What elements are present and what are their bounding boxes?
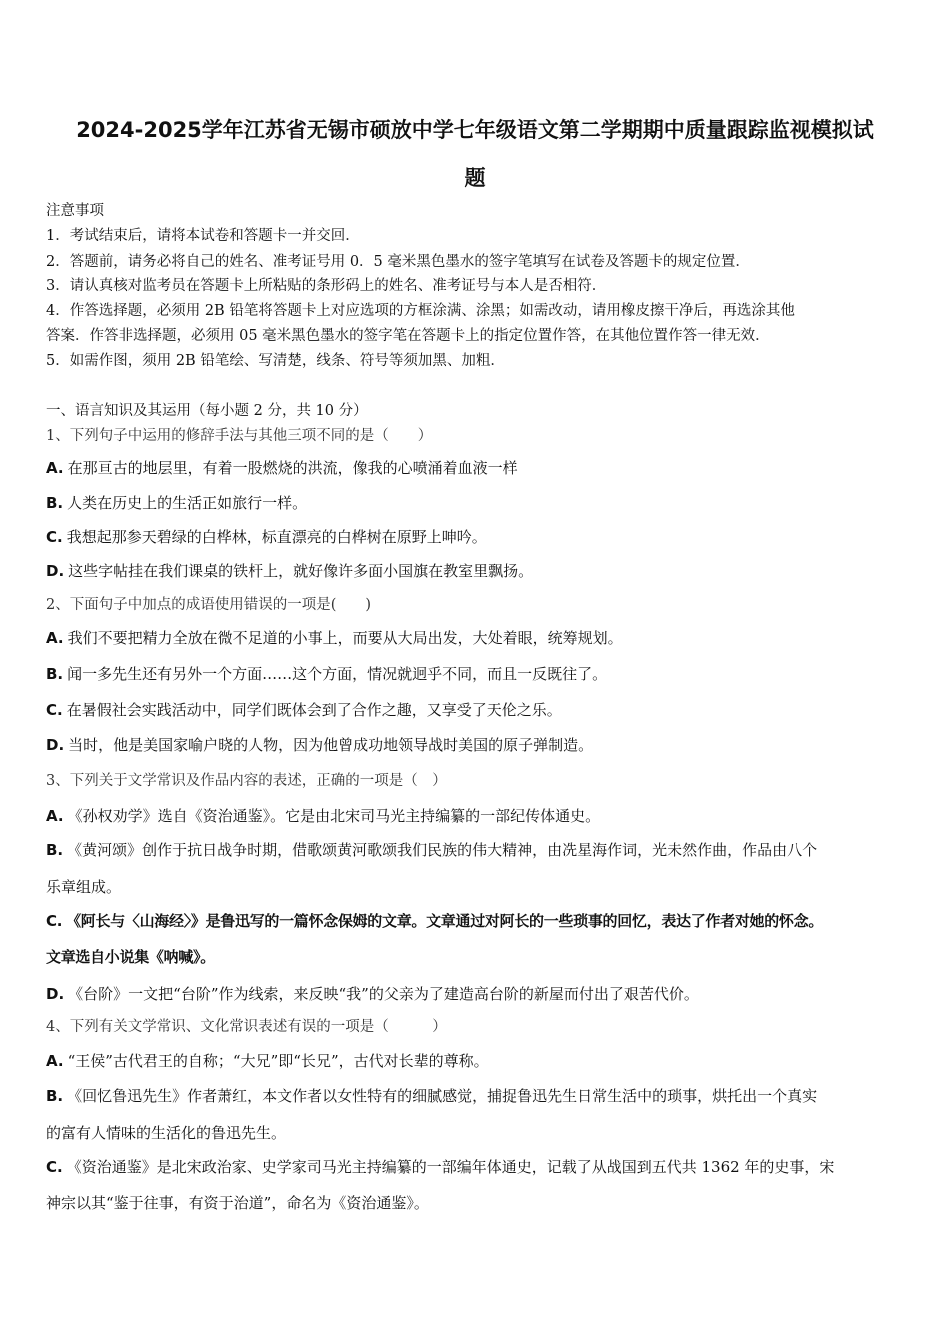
option-label: B.: [46, 1087, 64, 1105]
question-3-option-d: [46, 984, 699, 1004]
option-label: A.: [46, 807, 64, 825]
question-4-option-c-continued: 神宗以其“鉴于往事，有资于治道”，命名为《资治通鉴》。: [46, 1194, 429, 1212]
notice-item-5: 5．如需作图，须用 2B 铅笔绘、写清楚，线条、符号等须加黑、加粗．: [46, 353, 505, 369]
notice-item-2: 2．答题前，请务必将自己的姓名、准考证号用 0．5 毫米黑色墨水的签字笔填写在试卷及答题卡的规定位置．: [46, 254, 750, 270]
question-1-option-d: [46, 561, 533, 581]
option-text: 当时，他是美国家喻户晓的人物，因为他曾成功地领导战时美国的原子弹制造。: [68, 736, 594, 754]
question-3-option-b-continued: 乐章组成。: [46, 878, 122, 896]
notice-heading: 注意事项: [46, 203, 104, 219]
option-label: C.: [46, 912, 63, 930]
option-text: 《孙权劝学》选自《资治通鉴》。它是由北宋司马光主持编纂的一部纪传体通史。: [67, 807, 601, 825]
option-text: 在暑假社会实践活动中，同学们既体会到了合作之趣，又享受了天伦之乐。: [66, 701, 562, 719]
question-3-stem: 3、下列关于文学常识及作品内容的表述，正确的一项是（ ）: [46, 773, 447, 789]
notice-item-4: 4．作答选择题，必须用 2B 铅笔将答题卡上对应选项的方框涂满、涂黑；如需改动，请用橡皮擦干净后，再选涂其他: [46, 303, 795, 319]
option-label: D.: [46, 736, 65, 754]
option-label: A.: [46, 1052, 64, 1070]
option-label: A.: [46, 629, 64, 647]
question-1-stem: 1、下列句子中运用的修辞手法与其他三项不同的是（ ）: [46, 428, 433, 444]
section-heading: 一、语言知识及其运用（每小题 2 分，共 10 分）: [46, 403, 368, 419]
option-text: 闻一多先生还有另外一个方面……这个方面，情况就迥乎不同，而且一反既往了。: [67, 665, 608, 683]
question-1-option-c: [46, 527, 487, 547]
question-4-option-a: [46, 1051, 489, 1071]
option-label: D.: [46, 562, 65, 580]
option-label: C.: [46, 701, 63, 719]
option-text: 这些字帖挂在我们课桌的铁杆上，就好像许多面小国旗在教室里飘扬。: [68, 562, 534, 580]
option-text: 《回忆鲁迅先生》作者萧红，本文作者以女性特有的细腻感觉，捕捉鲁迅先生日常生活中的琐事，烘托出一个真实: [67, 1087, 818, 1105]
question-2-option-c: [46, 700, 562, 720]
option-label: B.: [46, 665, 64, 683]
question-3-option-a: [46, 806, 600, 826]
notice-item-1: 1．考试结束后，请将本试卷和答题卡一并交回．: [46, 228, 360, 244]
option-label: B.: [46, 494, 64, 512]
question-4-option-c: [46, 1157, 834, 1177]
option-text: 《资治通鉴》是北宋政治家、史学家司马光主持编纂的一部编年体通史，记载了从战国到五代共 1362 年的史事，宋: [66, 1158, 835, 1176]
question-3-option-c-continued: 文章选自小说集《呐喊》。: [46, 948, 215, 966]
option-text: 我想起那参天碧绿的白桦林，标直漂亮的白桦树在原野上呻吟。: [66, 528, 487, 546]
question-2-option-a: [46, 628, 623, 648]
option-text: 人类在历史上的生活正如旅行一样。: [67, 494, 308, 512]
question-4-option-b-continued: 的富有人情味的生活化的鲁迅先生。: [46, 1124, 287, 1142]
question-1-option-a: [46, 458, 518, 478]
question-3-option-c: [46, 911, 823, 931]
option-label: D.: [46, 985, 65, 1003]
question-2-stem: 2、下面句子中加点的成语使用错误的一项是( ): [46, 597, 372, 613]
question-3-option-b: [46, 840, 817, 860]
option-label: C.: [46, 528, 63, 546]
option-label: C.: [46, 1158, 63, 1176]
option-label: A.: [46, 459, 64, 477]
option-text: “王侯”古代君王的自称；“大兄”即“长兄”，古代对长辈的尊称。: [67, 1052, 489, 1070]
exam-title-line-1: 2024-2025学年江苏省无锡市硕放中学七年级语文第二学期期中质量跟踪监视模拟试: [76, 118, 874, 142]
option-text: 《阿长与〈山海经〉》是鲁迅写的一篇怀念保姆的文章。文章通过对阿长的一些琐事的回忆，表达了作者对她的怀念。: [66, 912, 824, 930]
question-1-option-b: [46, 493, 307, 513]
option-text: 《黄河颂》创作于抗日战争时期，借歌颂黄河歌颂我们民族的伟大精神，由冼星海作词，光未然作曲，作品由八个: [67, 841, 818, 859]
question-2-option-d: [46, 735, 593, 755]
option-text: 《台阶》一文把“台阶”作为线索，来反映“我”的父亲为了建造高台阶的新屋而付出了艰苦代价。: [68, 985, 699, 1003]
notice-item-4-continued: 答案．作答非选择题，必须用 05 毫米黑色墨水的签字笔在答题卡上的指定位置作答，在其他位置作答一律无效．: [46, 328, 770, 344]
exam-title-line-2: 题: [464, 166, 486, 190]
question-4-stem: 4、下列有关文学常识、文化常识表述有误的一项是（ ）: [46, 1019, 447, 1035]
question-2-option-b: [46, 664, 607, 684]
option-text: 我们不要把精力全放在微不足道的小事上，而要从大局出发，大处着眼，统筹规划。: [67, 629, 623, 647]
notice-item-3: 3．请认真核对监考员在答题卡上所粘贴的条形码上的姓名、准考证号与本人是否相符．: [46, 278, 607, 294]
option-label: B.: [46, 841, 64, 859]
option-text: 在那亘古的地层里，有着一股燃烧的洪流，像我的心喷涌着血液一样: [67, 459, 518, 477]
question-4-option-b: [46, 1086, 817, 1106]
